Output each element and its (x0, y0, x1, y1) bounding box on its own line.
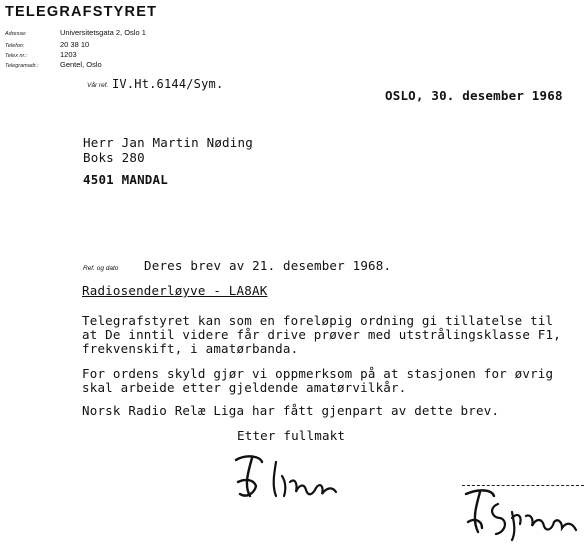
subject-line: Radiosenderløyve - LA8AK (82, 283, 268, 298)
telegram-value: Gentel, Oslo (60, 60, 102, 69)
reference-text: Deres brev av 21. desember 1968. (144, 258, 392, 273)
phone-label: Telefon: (5, 43, 25, 49)
body-line: skal arbeide etter gjeldende amatørvilkår. (82, 380, 407, 395)
body-line: at De inntil videre får drive prøver med utstrålingsklasse F1, (82, 327, 561, 342)
recipient-name: Herr Jan Martin Nøding (83, 135, 253, 150)
telex-value: 1203 (60, 50, 77, 59)
letterhead-org: TELEGRAFSTYRET (5, 4, 158, 20)
signature-right (458, 488, 583, 546)
telegram-label: Telegramadr.: (5, 63, 39, 69)
recipient-city: 4501 MANDAL (83, 172, 168, 187)
body-line: Telegrafstyret kan som en foreløpig ordning gi tillatelse til (82, 313, 554, 328)
our-ref: IV.Ht.6144/Sym. (112, 77, 224, 91)
closing: Etter fullmakt (237, 428, 346, 443)
place-date: OSLO, 30. desember 1968 (385, 88, 563, 103)
body-line: For ordens skyld gjør vi oppmerksom på at stasjonen for øvrig (82, 366, 554, 381)
our-ref-label: Vår ref. (87, 82, 109, 89)
recipient-box: Boks 280 (83, 150, 145, 165)
body-line: frekvenskift, i amatørbanda. (82, 341, 299, 356)
body-line: Norsk Radio Relæ Liga har fått gjenpart av dette brev. (82, 403, 500, 418)
telex-label: Telex nr.: (5, 53, 28, 59)
reference-label: Ref. og dato (83, 265, 119, 272)
phone-value: 20 38 10 (60, 40, 90, 49)
address-label: Adresse: (5, 31, 27, 37)
signature-line (462, 485, 584, 486)
signature-left (232, 452, 342, 507)
address-value: Universitetsgata 2, Oslo 1 (60, 28, 146, 37)
